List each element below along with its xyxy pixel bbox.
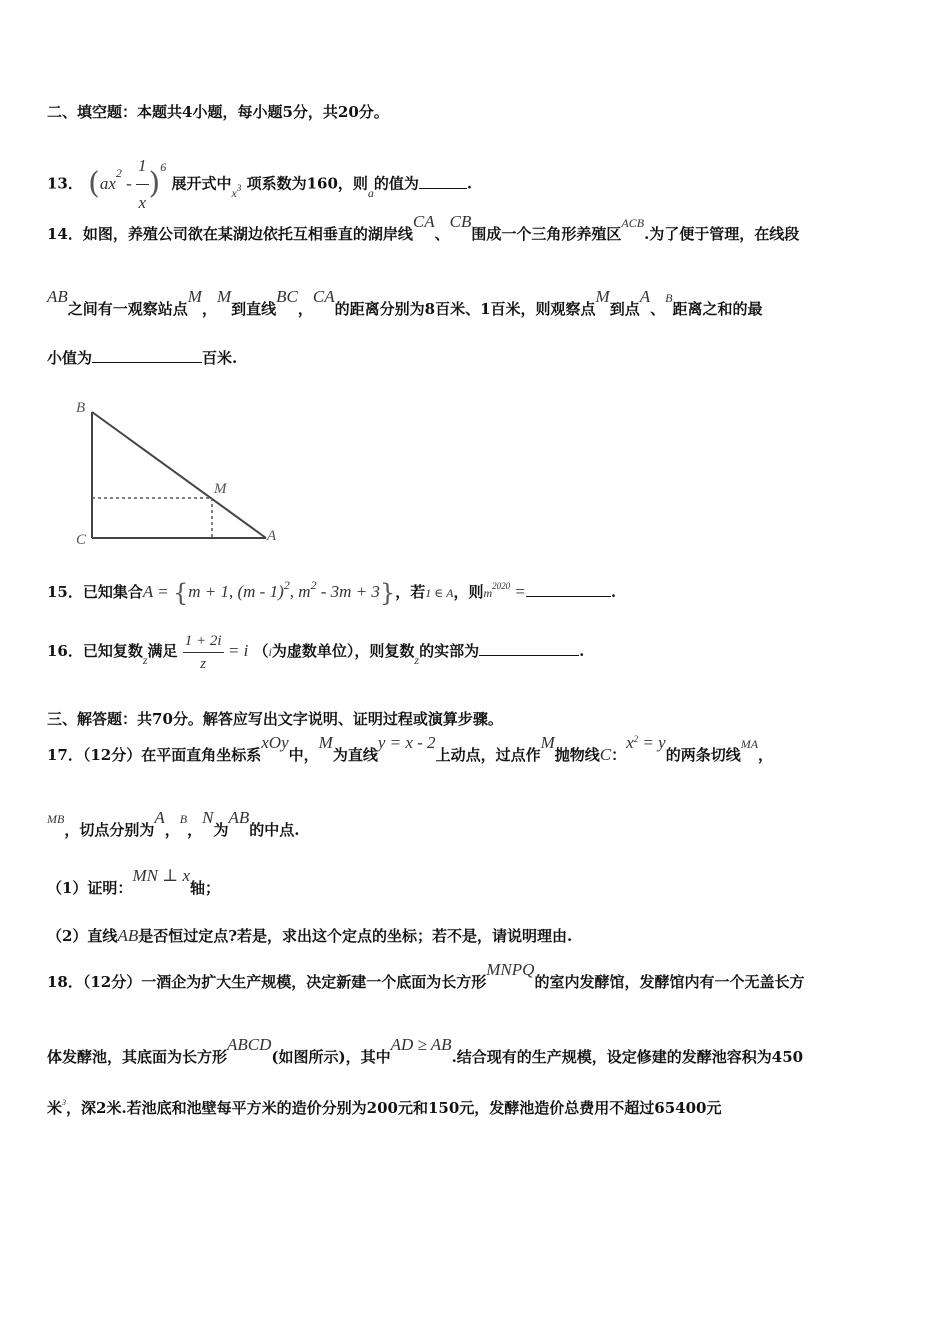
q17-p2-pre: （2）直线 bbox=[47, 927, 118, 945]
q17-line: y = x - 2 bbox=[377, 733, 436, 752]
q14-line3-post: 百米. bbox=[202, 349, 238, 367]
q14-line1-mid: 围成一个三角形养殖区 bbox=[471, 225, 622, 243]
q16-frac-den: z bbox=[200, 655, 207, 672]
label-a: A bbox=[267, 528, 277, 544]
q17-pa: A bbox=[154, 808, 165, 827]
triangle-diagram bbox=[70, 392, 290, 550]
q15-e1: m + 1, (m - 1) bbox=[188, 582, 284, 601]
left-brace-icon: { bbox=[172, 579, 189, 607]
q14-figure bbox=[70, 392, 290, 550]
q14-sep2: 、 bbox=[650, 300, 666, 318]
q17-c: C bbox=[599, 745, 612, 764]
q17-t3: 上动点，过点作 bbox=[435, 746, 541, 764]
q17-colon: ： bbox=[611, 746, 627, 764]
q15-cond: 1 ∈ A bbox=[425, 586, 454, 600]
side-ab bbox=[92, 412, 266, 538]
q15-end: . bbox=[610, 583, 617, 601]
q17-t7: 为 bbox=[213, 821, 229, 839]
q17-parab-exp: 2 bbox=[633, 734, 639, 744]
q17-p2-ab: AB bbox=[117, 926, 139, 945]
q15-set-name: A bbox=[142, 582, 153, 601]
q14-ca: CA bbox=[412, 212, 435, 231]
question-17-part-1 bbox=[47, 866, 221, 898]
q13-fraction bbox=[136, 148, 149, 221]
q13-minus: - bbox=[121, 173, 137, 193]
q13-number: 13． bbox=[47, 174, 83, 193]
section-3-header bbox=[47, 709, 503, 729]
q15-pow-exp: 2020 bbox=[492, 581, 511, 591]
q14-m3: M bbox=[595, 287, 610, 306]
q15-eq2: = bbox=[510, 582, 526, 601]
q17-t4: 抛物线 bbox=[554, 746, 600, 764]
q17-t8: 的中点. bbox=[249, 821, 300, 839]
q17-m2: M bbox=[540, 733, 555, 752]
q15-e3: - 3m + 3 bbox=[316, 582, 380, 601]
q18-l2-mid: (如图所示)，其中 bbox=[271, 1048, 391, 1066]
q16-z2: z bbox=[414, 653, 420, 667]
label-m: M bbox=[214, 481, 227, 497]
q17-t5: 的两条切线 bbox=[665, 746, 741, 764]
q13-end: . bbox=[466, 174, 473, 193]
q13-text1: 展开式中 bbox=[171, 174, 232, 193]
q17-comma2: ， bbox=[164, 821, 180, 839]
q17-pre: 17．（12分）在平面直角坐标系 bbox=[47, 746, 262, 764]
section-3-title: 三、解答题：共70分。解答应写出文字说明、证明过程或演算步骤。 bbox=[47, 710, 503, 728]
q18-ineq: AD ≥ AB bbox=[390, 1035, 452, 1054]
q17-mb: MB bbox=[47, 812, 65, 826]
q16-end: . bbox=[579, 642, 585, 660]
q17-t1: 中， bbox=[288, 746, 319, 764]
q17-t2: 为直线 bbox=[332, 746, 378, 764]
q14-ca2: CA bbox=[312, 287, 335, 306]
question-15 bbox=[47, 574, 616, 606]
question-18-line-3 bbox=[47, 1098, 722, 1121]
q17-ab: AB bbox=[228, 808, 250, 827]
question-14-line-3 bbox=[47, 348, 237, 368]
q17-comma3: ， bbox=[187, 821, 203, 839]
q15-pre: 15．已知集合 bbox=[47, 583, 143, 601]
question-14-line-2 bbox=[47, 287, 763, 320]
q17-p1-pre: （1）证明： bbox=[47, 879, 133, 897]
q17-p1-post: 轴； bbox=[190, 879, 221, 897]
q15-e1-exp: 2 bbox=[283, 578, 290, 592]
section-2-title: 二、填空题：本题共4小题，每小题5分，共20分。 bbox=[47, 103, 389, 121]
q18-mnpq: MNPQ bbox=[486, 960, 535, 979]
q14-line2-e: 距离之和的最 bbox=[672, 300, 763, 318]
q14-line2-c: 的距离分别为8百米、1百米，则观察点 bbox=[334, 300, 596, 318]
q16-z1: z bbox=[142, 653, 148, 667]
q16-paren-text: 为虚数单位），则复数 bbox=[271, 642, 415, 660]
q18-l3-pre: 米 bbox=[47, 1099, 63, 1117]
q15-e2-exp: 2 bbox=[310, 578, 317, 592]
q14-acb: ACB bbox=[621, 216, 645, 230]
q18-l2-pre: 体发酵池，其底面为长方形 bbox=[47, 1048, 228, 1066]
q16-mid: 满足 bbox=[147, 642, 178, 660]
q13-outer-exp: 6 bbox=[160, 159, 167, 174]
q16-post: 的实部为 bbox=[419, 642, 480, 660]
q14-m1: M bbox=[187, 287, 202, 306]
q14-sep: 、 bbox=[434, 225, 450, 243]
q17-m: M bbox=[318, 733, 333, 752]
q13-term: x bbox=[231, 185, 237, 200]
q18-l3-post: ，深2米.若池底和池壁每平方米的造价分别为200元和150元，发酵池造价总费用不超过65400元 bbox=[66, 1099, 722, 1117]
q14-pb: B bbox=[665, 291, 673, 305]
q14-m2: M bbox=[216, 287, 232, 306]
q15-pow: m bbox=[483, 586, 493, 600]
q17-n: N bbox=[202, 808, 214, 827]
q13-base: ax bbox=[99, 173, 116, 193]
q16-frac-num: 1 + 2i bbox=[183, 630, 224, 653]
q18-abcd: ABCD bbox=[227, 1035, 272, 1054]
right-brace-icon: } bbox=[379, 579, 396, 607]
q17-parab-rhs: = y bbox=[638, 733, 666, 752]
q16-pre: 16．已知复数 bbox=[47, 642, 143, 660]
q16-i: i bbox=[268, 645, 272, 659]
q17-xoy: xOy bbox=[261, 733, 289, 752]
q16-paren-open: （ bbox=[253, 642, 269, 660]
question-17-part-2 bbox=[47, 926, 572, 946]
q13-text2: 项系数为160，则 bbox=[246, 174, 368, 193]
q14-line3-pre: 小值为 bbox=[47, 349, 93, 367]
q13-frac-num: 1 bbox=[136, 148, 149, 185]
q14-ab: AB bbox=[47, 287, 68, 306]
label-b: B bbox=[76, 400, 86, 416]
question-13 bbox=[47, 148, 473, 212]
q13-base-exp: 2 bbox=[115, 165, 122, 180]
q15-mid: ，若 bbox=[395, 583, 426, 601]
q16-fraction bbox=[183, 630, 224, 675]
q14-comma2: ， bbox=[297, 300, 313, 318]
q14-cb: CB bbox=[449, 212, 472, 231]
q16-answer-blank[interactable] bbox=[479, 655, 579, 656]
q17-t6: ，切点分别为 bbox=[64, 821, 155, 839]
question-18-line-1 bbox=[47, 960, 805, 992]
question-18-line-2 bbox=[47, 1035, 804, 1067]
q15-mid2: ，则 bbox=[453, 583, 484, 601]
q13-answer-blank[interactable] bbox=[419, 188, 467, 189]
q15-eq: = bbox=[152, 582, 173, 601]
left-paren-icon: ( bbox=[88, 165, 100, 201]
q14-line2-a: 之间有一观察站点 bbox=[67, 300, 188, 318]
q17-comma: ， bbox=[758, 746, 774, 764]
q14-line2-d: 到点 bbox=[609, 300, 640, 318]
q15-answer-blank[interactable] bbox=[526, 596, 611, 597]
q14-line1-post: .为了便于管理，在线段 bbox=[644, 225, 800, 243]
section-2-header bbox=[47, 102, 389, 122]
q13-var: a bbox=[367, 185, 374, 200]
q18-l2-post: .结合现有的生产规模，设定修建的发酵池容积为450 bbox=[451, 1048, 804, 1066]
right-paren-icon: ) bbox=[148, 165, 161, 201]
q13-frac-den: x bbox=[138, 193, 147, 212]
q13-binomial bbox=[88, 156, 171, 212]
q16-rhs: = i bbox=[223, 641, 249, 660]
q13-term-exp: 3 bbox=[236, 182, 242, 193]
q14-bc: BC bbox=[276, 287, 298, 306]
question-14-line-1 bbox=[47, 212, 800, 245]
q13-text3: 的值为 bbox=[373, 174, 419, 193]
q14-line1-pre: 14．如图，养殖公司欲在某湖边依托互相垂直的湖岸线 bbox=[47, 225, 413, 243]
question-17-line-1 bbox=[47, 733, 774, 767]
q17-p2-post: 是否恒过定点?若是，求出这个定点的坐标；若不是，请说明理由. bbox=[138, 927, 573, 945]
q17-pb: B bbox=[179, 812, 188, 826]
q17-parab: x bbox=[626, 733, 634, 752]
label-c: C bbox=[76, 532, 87, 548]
q17-ma: MA bbox=[740, 737, 759, 751]
q18-l1-post: 的室内发酵馆，发酵馆内有一个无盖长方 bbox=[534, 973, 805, 991]
question-16 bbox=[47, 626, 584, 676]
q14-line2-b: 到直线 bbox=[231, 300, 277, 318]
q18-l3-exp: 3 bbox=[62, 1098, 67, 1107]
q14-answer-blank[interactable] bbox=[92, 362, 202, 363]
q14-comma1: ， bbox=[201, 300, 217, 318]
q14-pa: A bbox=[639, 287, 651, 306]
q17-p1-math: MN ⊥ x bbox=[132, 866, 190, 885]
q15-e2: , m bbox=[289, 582, 311, 601]
q18-l1-pre: 18．（12分）一酒企为扩大生产规模，决定新建一个底面为长方形 bbox=[47, 973, 487, 991]
question-17-line-2 bbox=[47, 808, 300, 841]
